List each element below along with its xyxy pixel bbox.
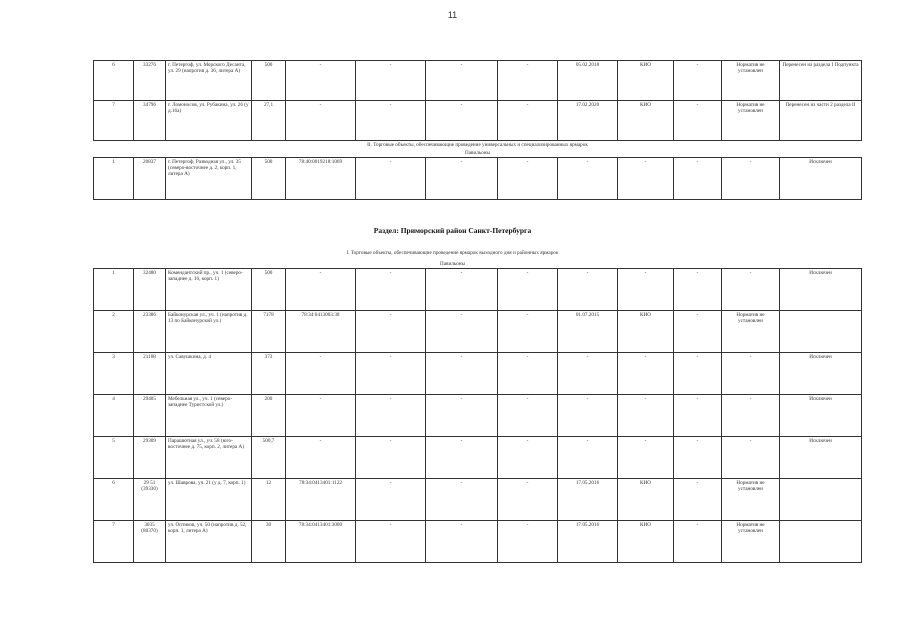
table-cell: г. Петергоф, Разводная ул., ул. 35 (северо-восточнее д. 2, корп. 1, литера А) [166, 158, 252, 200]
table-cell: Исключен [780, 353, 862, 395]
table-cell: 29309 [134, 437, 166, 479]
table-cell: - [286, 353, 356, 395]
table-cell: Перенесен из части 2 раздела II [780, 101, 862, 141]
table-cell: Байконурская ул., уч. 1 (напротив д. 13 по Байконурской ул.) [166, 311, 252, 353]
table-cell: 200 [252, 395, 286, 437]
table-cell: - [722, 269, 780, 311]
table-cell: - [674, 61, 722, 101]
table-cell: - [498, 158, 558, 200]
table-cell: - [674, 395, 722, 437]
page-number: 11 [447, 10, 458, 20]
table-cell: ул. Оптиков, уч. 50 (напротив д. 52, корп. 1, литера А) [166, 521, 252, 563]
table-cell: 500 [252, 158, 286, 200]
table-cell: - [674, 311, 722, 353]
table-cell: - [618, 437, 674, 479]
table-cell: КИО [618, 61, 674, 101]
table-cell: - [558, 353, 618, 395]
table-cell: Парашютная ул., уч. 58 (юго-восточнее д. 75, корп. 2, литера А) [166, 437, 252, 479]
table-cell: - [426, 158, 498, 200]
table-cell: - [498, 269, 558, 311]
table-cell: г. Петергоф, ул. Морского Десанта, ул. 29 (напротив д. 36, литера А) [166, 61, 252, 101]
table-cell: Норматив не установлен [722, 311, 780, 353]
table-cell: Исключен [780, 158, 862, 200]
table-cell: 373 [252, 353, 286, 395]
table-cell: 33276 [134, 61, 166, 101]
table-cell: - [674, 521, 722, 563]
table-cell: Норматив не установлен [722, 101, 780, 141]
table-cell: 500,7 [252, 437, 286, 479]
table-cell: - [498, 521, 558, 563]
table-cell: 01.07.2015 [558, 311, 618, 353]
table-cell: - [286, 269, 356, 311]
table-cell: - [674, 158, 722, 200]
table-cell: - [426, 437, 498, 479]
table-cell: - [722, 158, 780, 200]
section-subtitle: I. Торговые объекты, обеспечивающие проведение ярмарок выходного дня и районных ярмарок [346, 250, 559, 256]
table-cell: - [558, 395, 618, 437]
table-cell: - [674, 269, 722, 311]
table-cell: - [356, 311, 426, 353]
table-cell: - [356, 437, 426, 479]
table-cell: - [498, 353, 558, 395]
table-cell: - [722, 437, 780, 479]
table-cell: Норматив не установлен [722, 61, 780, 101]
table-row [94, 353, 862, 395]
table-row [94, 158, 862, 200]
table-cell: - [286, 61, 356, 101]
table-cell: - [426, 521, 498, 563]
table-cell: 500 [252, 61, 286, 101]
table-cell: - [426, 479, 498, 521]
table-cell: - [498, 61, 558, 101]
table-row [94, 395, 862, 437]
table-cell: - [722, 353, 780, 395]
table-cell: 3 [94, 353, 134, 395]
table-cell: 3035 (80370) [134, 521, 166, 563]
table-cell: 7178 [252, 311, 286, 353]
table-cell: Норматив не установлен [722, 521, 780, 563]
table-cell: - [286, 395, 356, 437]
table-cell: - [618, 395, 674, 437]
table-cell: 1 [94, 269, 134, 311]
table-cell: - [426, 395, 498, 437]
table-cell: - [426, 269, 498, 311]
table-cell: - [558, 437, 618, 479]
table-row [94, 437, 862, 479]
table-row [94, 311, 862, 353]
table-cell [780, 479, 862, 521]
table-cell: Исключен [780, 269, 862, 311]
table-cell: 05.02.2018 [558, 61, 618, 101]
table-cell: 29 51 (39330) [134, 479, 166, 521]
table-cell: 17.02.2020 [558, 101, 618, 141]
table-cell: - [722, 395, 780, 437]
table-cell: КИО [618, 101, 674, 141]
section-label-row [94, 149, 862, 158]
table-cell: КИО [618, 311, 674, 353]
table-row [94, 101, 862, 141]
table-cell: г. Ломоносов, ул. Рубакина, ул. 26 (у д.16а) [166, 101, 252, 141]
table-cell: 12 [252, 479, 286, 521]
table-cell: - [498, 479, 558, 521]
section-label-row [94, 141, 862, 150]
register-table-bottom [93, 268, 862, 563]
table-cell: - [426, 101, 498, 141]
table-cell: 78:34:0413401:3000 [286, 521, 356, 563]
table-cell: - [356, 521, 426, 563]
table-cell: 23386 [134, 311, 166, 353]
table-cell: - [356, 61, 426, 101]
table-cell: - [618, 353, 674, 395]
table-cell: Мебельная ул., уч. 1 (северо-западнее Туристской ул.) [166, 395, 252, 437]
table-cell: 20837 [134, 158, 166, 200]
table-cell: - [356, 353, 426, 395]
table-cell [780, 521, 862, 563]
register-table-top [93, 60, 862, 200]
table-cell: 32480 [134, 269, 166, 311]
table-cell: - [426, 61, 498, 101]
table-cell: 17.05.2016 [558, 479, 618, 521]
table-cell: 21108 [134, 353, 166, 395]
table-cell: 34796 [134, 101, 166, 141]
section-label: II. Торговые объекты, обеспечивающие проведение универсальных и специализированных ярмарок [367, 142, 588, 148]
section-label: Павильоны [464, 150, 491, 156]
table-cell: Норматив не установлен [722, 479, 780, 521]
table-cell: - [498, 311, 558, 353]
subsection-label: Павильоны [439, 261, 466, 267]
table-cell: - [558, 269, 618, 311]
table-cell: 30 [252, 521, 286, 563]
table-row [94, 521, 862, 563]
table-cell: - [498, 437, 558, 479]
table-cell: - [674, 101, 722, 141]
table-cell: 5 [94, 437, 134, 479]
table-row [94, 269, 862, 311]
table-cell [780, 311, 862, 353]
table-cell: - [618, 269, 674, 311]
table-cell: 6 [94, 479, 134, 521]
table-cell: - [356, 269, 426, 311]
table-cell: 500 [252, 269, 286, 311]
table-cell: - [356, 395, 426, 437]
table-cell: 78:40:0019218:1069 [286, 158, 356, 200]
table-cell: - [286, 101, 356, 141]
table-cell: - [498, 101, 558, 141]
table-cell: - [674, 479, 722, 521]
table-cell: - [558, 158, 618, 200]
table-cell: - [618, 158, 674, 200]
table-cell: - [356, 101, 426, 141]
table-cell: 27,1 [252, 101, 286, 141]
table-cell: 78:34:0413401:1122 [286, 479, 356, 521]
table-cell: - [286, 437, 356, 479]
table-cell: 29405 [134, 395, 166, 437]
table-cell: - [426, 353, 498, 395]
table-cell: 7 [94, 101, 134, 141]
table-cell: Комендантский пр., уч. 1 (северо-западнее д. 16, корп. 1) [166, 269, 252, 311]
table-cell: - [674, 353, 722, 395]
table-cell: - [426, 311, 498, 353]
table-cell: - [356, 158, 426, 200]
table-cell: 17.05.2016 [558, 521, 618, 563]
table-cell: КИО [618, 479, 674, 521]
table-cell: ул. Савушкина, д. 4 [166, 353, 252, 395]
section-title: Раздел: Приморский район Санкт-Петербурга [373, 226, 532, 235]
table-cell: 78:34:0413003:38 [286, 311, 356, 353]
table-cell: Исключен [780, 437, 862, 479]
table-cell: КИО [618, 521, 674, 563]
table-cell: 2 [94, 311, 134, 353]
table-cell: 7 [94, 521, 134, 563]
table-cell: ул. Шаврова, уч. 21 (у д. 7, корп. 1) [166, 479, 252, 521]
table-cell: Перенесен из раздела I Подпункта [780, 61, 862, 101]
table-row [94, 479, 862, 521]
table-row [94, 61, 862, 101]
table-cell: - [498, 395, 558, 437]
table-cell: 4 [94, 395, 134, 437]
table-cell: Исключен [780, 395, 862, 437]
table-cell: - [674, 437, 722, 479]
table-cell: 6 [94, 61, 134, 101]
table-cell: - [356, 479, 426, 521]
table-cell: 1 [94, 158, 134, 200]
